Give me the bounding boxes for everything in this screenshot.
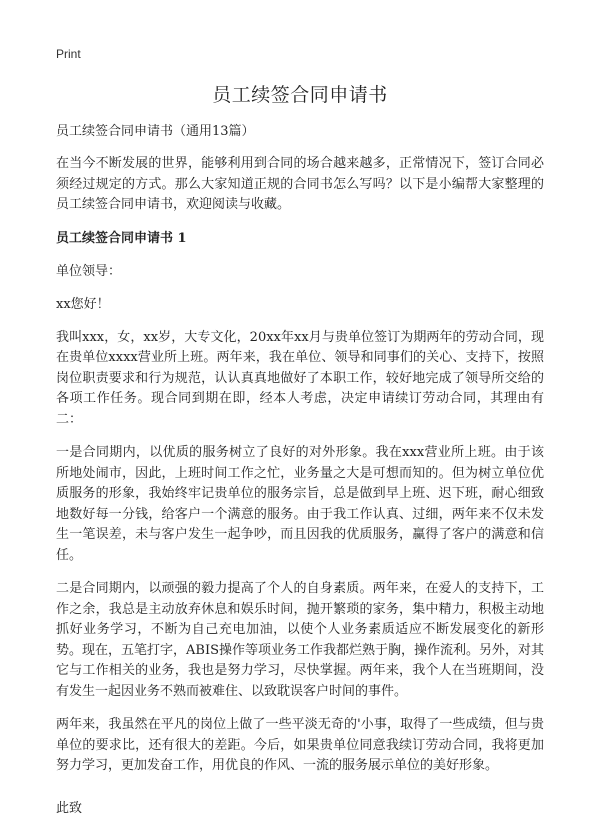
salutation: 单位领导： xyxy=(56,263,122,279)
greeting: xx您好！ xyxy=(56,296,110,312)
document-subtitle: 员工续签合同申请书（通用13篇） xyxy=(56,124,255,139)
body-paragraph-2: 一是合同期内，以优质的服务树立了良好的对外形象。我在xxx营业所上班。由于该所地处闹市，因此，上班时间工作之忙，业务量之大是可想而知的。但为树立单位优质服务的形象，我始终牢记贵单位的服务宗旨，总是做到早上班、迟下班，耐心细致地数好每一分钱，给客户一个满意的服务。由于我工作认真、过细，两年来不仅未发生一笔误差，未与客户发生一起争吵，而且因我的优质服务，赢得了客户的满意和信任。 xyxy=(56,445,544,563)
section-heading: 员工续签合同申请书 1 xyxy=(56,230,187,246)
closing-line: 此致 xyxy=(56,800,83,816)
print-label: Print xyxy=(56,47,81,61)
intro-paragraph: 在当今不断发展的世界，能够利用到合同的场合越来越多，正常情况下，签订合同必须经过规定的方式。那么大家知道正规的合同书怎么写吗？以下是小编帮大家整理的员工续签合同申请书，欢迎阅读与收藏。 xyxy=(56,156,544,212)
body-paragraph-4: 两年来，我虽然在平凡的岗位上做了一些平淡无奇的'小事，取得了一些成绩，但与贵单位的要求比，还有很大的差距。今后，如果贵单位同意我续订劳动合同，我将更加努力学习，更加发奋工作，用优良的作风、一流的服务展示单位的美好形象。 xyxy=(56,717,544,773)
body-paragraph-1: 我叫xxx，女，xx岁，大专文化，20xx年xx月与贵单位签订为期两年的劳动合同，现在贵单位xxxx营业所上班。两年来，我在单位、领导和同事们的关心、支持下，按照岗位职责要求和行为规范，认认真真地做好了本职工作，较好地完成了领导所交给的各项工作任务。现合同到期在即，经本人考虑，决定申请续订劳动合同，其理由有二： xyxy=(56,329,544,427)
document-title: 员工续签合同申请书 xyxy=(212,84,388,106)
body-paragraph-3: 二是合同期内，以顽强的毅力提高了个人的自身素质。两年来，在爱人的支持下，工作之余，我总是主动放弃休息和娱乐时间，抛开繁琐的家务，集中精力，积极主动地抓好业务学习，不断为自己充电加油，以使个人业务素质适应不断发展变化的新形势。现在，五笔打字，ABIS操作等项业务工作我都烂熟于胸，操作流利。另外，对其它与工作相关的业务，我也是努力学习，尽快掌握。两年来，我个人在当班期间，没有发生一起因业务不熟而被难住、以致耽误客户时间的事件。 xyxy=(56,581,544,699)
